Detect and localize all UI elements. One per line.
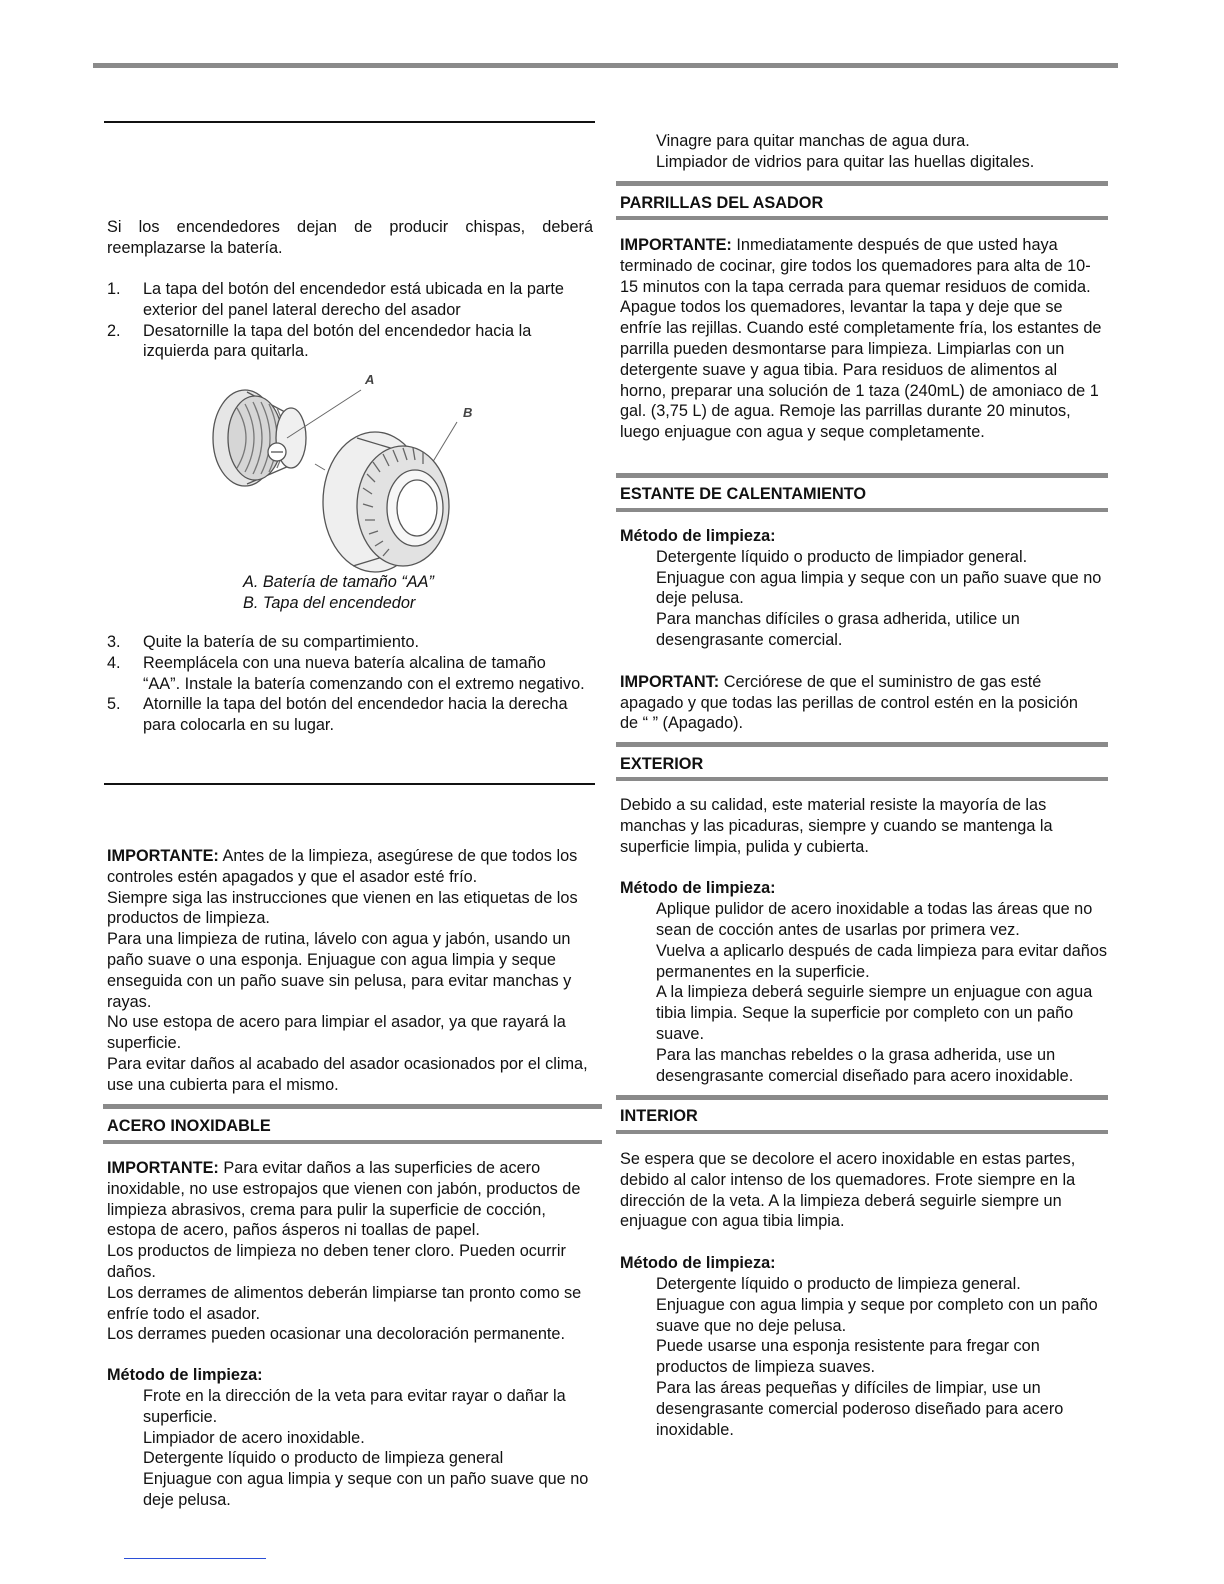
method-item: Para manchas difíciles o grasa adherida, utilice un desengrasante comercial. xyxy=(656,610,1020,649)
footer-link-underline xyxy=(124,1558,266,1559)
method-item: Enjuague con agua limpia y seque con un paño suave que no deje pelusa. xyxy=(143,1470,589,1509)
heading-rule-bottom xyxy=(616,1130,1108,1134)
method-item: Para las áreas pequeñas y difíciles de limpiar, use un desengrasante comercial poderoso diseñado para acero inoxidable. xyxy=(656,1378,1064,1439)
cleaning-line: No use estopa de acero para limpiar el asador, ya que rayará la superficie. xyxy=(107,1013,566,1053)
page-top-bar xyxy=(93,63,1118,68)
method-item: Aplique pulidor de acero inoxidable a todas las áreas que no sean de cocción antes de usarlas por primera vez. xyxy=(656,900,1093,939)
figure-caption-a: A. Batería de tamaño “AA” xyxy=(243,573,434,591)
continued-list xyxy=(620,131,1108,173)
method-item: Limpiador de acero inoxidable. xyxy=(143,1428,365,1447)
heading-rule-bottom xyxy=(616,777,1108,781)
method-item: A la limpieza deberá seguirle siempre un enjuague con agua tibia limpia. Seque la superficie por completo con un paño suave. xyxy=(656,983,1093,1043)
section-divider xyxy=(104,783,595,785)
method-item: Enjuague con agua limpia y seque por completo con un paño suave que no deje pelusa. xyxy=(656,1295,1098,1335)
method-item: Vuelva a aplicarlo después de cada limpieza para evitar daños permanentes en la superficie. xyxy=(656,941,1108,981)
method-label: Método de limpieza: xyxy=(620,1254,776,1273)
battery-steps-second xyxy=(107,632,587,736)
continued-item: Limpiador de vidrios para quitar las huellas digitales. xyxy=(656,152,1035,171)
figure-label-b: B xyxy=(463,405,473,420)
stainless-important: IMPORTANTE: Para evitar daños a las superficies de acero inoxidable, no use estropajos que vienen con jabón, productos de limpieza abrasivos, crema para pulir la superficie de cocción, estopa de acero, paños ásperos ni toallas de papel. xyxy=(107,1159,581,1240)
heading-warming: ESTANTE DE CALENTAMIENTO xyxy=(620,485,867,503)
heading-rule-top xyxy=(616,181,1108,186)
method-item: Puede usarse una esponja resistente para fregar con productos de limpieza suaves. xyxy=(656,1337,1040,1377)
heading-exterior: EXTERIOR xyxy=(620,755,704,773)
method-list xyxy=(620,1274,1108,1440)
step-item: 4. Reemplácela con una nueva batería alcalina de tamaño “AA”. Instale la batería comenzando con el extremo negativo. xyxy=(107,653,585,693)
heading-rule-top xyxy=(103,1104,602,1109)
heading-rule-top xyxy=(616,742,1108,747)
grates-important: IMPORTANTE: Inmediatamente después de que usted haya terminado de cocinar, gire todos los quemadores para alta de 10-15 minutos con la tapa cerrada para quemar residuos de comida. Apague todos los quemadores, levantar la tapa y deje que se enfríe las rejillas. Cuando esté completamente fría, los estantes de parrilla pueden desmontarse para limpieza. Limpiarlas con un detergente suave y agua tibia. Para residuos de alimentos al horno, preparar una solución de 1 taza (240mL) de amoniaco de 1 gal. (3,75 L) de agua. Remoje las parrillas durante 20 minutos, luego enjuague con agua y seque completamente. xyxy=(620,236,1102,442)
heading-rule-top xyxy=(616,473,1108,478)
battery-intro: Si los encendedores dejan de producir chispas, deberá reemplazarse la batería. xyxy=(107,218,593,257)
cleaning-line: Para evitar daños al acabado del asador ocasionados por el clima, use una cubierta para el mismo. xyxy=(107,1054,588,1094)
heading-rule-bottom xyxy=(616,508,1108,512)
step-item: 5. Atornille la tapa del botón del encendedor hacia la derecha para colocarla en su lugar. xyxy=(107,695,568,735)
method-label: Método de limpieza: xyxy=(620,879,776,898)
cleaning-general xyxy=(107,846,589,1096)
heading-interior: INTERIOR xyxy=(620,1107,698,1125)
igniter-figure xyxy=(207,368,487,583)
heading-rule-top xyxy=(616,1095,1108,1100)
exterior-intro: Debido a su calidad, este material resiste la mayoría de las manchas y las picaduras, siempre y cuando se mantenga la superficie limpia, pulida y cubierta. xyxy=(620,796,1053,856)
stainless-section xyxy=(107,1158,599,1511)
cleaning-line: Para una limpieza de rutina, lávelo con agua y jabón, usando un paño suave o una esponja. Enjuague con agua limpia y seque enseguida con un paño suave sin pelusa, para evitar manchas y rayas. xyxy=(107,930,572,1011)
method-item: Detergente líquido o producto de limpieza general. xyxy=(656,1274,1021,1293)
cleaning-line: Siempre siga las instrucciones que vienen en las etiquetas de los productos de limpieza. xyxy=(107,888,578,928)
method-item: Detergente líquido o producto de limpieza general xyxy=(143,1449,504,1468)
exterior-section xyxy=(620,795,1108,1086)
method-item: Para las manchas rebeldes o la grasa adherida, use un desengrasante comercial diseñado para acero inoxidable. xyxy=(656,1045,1074,1085)
interior-intro: Se espera que se decolore el acero inoxidable en estas partes, debido al calor intenso de los quemadores. Frote siempre en la dirección de la veta. A la limpieza deberá seguirle siempre un enjuague con agua tibia limpia. xyxy=(620,1150,1076,1231)
stainless-line: Los derrames de alimentos deberán limpiarse tan pronto como se enfríe todo el asador. xyxy=(107,1283,582,1323)
step-item: 3. Quite la batería de su compartimiento. xyxy=(107,633,420,651)
method-list xyxy=(620,547,1110,651)
stainless-line: Los productos de limpieza no deben tener cloro. Pueden ocurrir daños. xyxy=(107,1242,566,1281)
heading-grates: PARRILLAS DEL ASADOR xyxy=(620,194,824,212)
figure-caption-b: B. Tapa del encendedor xyxy=(243,594,416,612)
heading-stainless: ACERO INOXIDABLE xyxy=(107,1117,271,1135)
method-label: Método de limpieza: xyxy=(107,1366,263,1385)
heading-rule-bottom xyxy=(103,1140,602,1144)
step-item: 2. Desatornille la tapa del botón del encendedor hacia la izquierda para quitarla. xyxy=(107,321,532,361)
continued-item: Vinagre para quitar manchas de agua dura. xyxy=(656,132,970,150)
stainless-line: Los derrames pueden ocasionar una decoloración permanente. xyxy=(107,1325,565,1344)
method-list xyxy=(620,899,1108,1086)
method-list xyxy=(107,1386,599,1511)
warming-section xyxy=(620,526,1110,734)
section-divider xyxy=(104,121,595,123)
method-label: Método de limpieza: xyxy=(620,527,776,545)
method-item: Detergente líquido o producto de limpiador general. xyxy=(656,547,1028,566)
cleaning-important: IMPORTANTE: Antes de la limpieza, asegúrese de que todos los controles estén apagados y que el asador esté frío. xyxy=(107,847,578,886)
step-item: 1. La tapa del botón del encendedor está ubicada en la parte exterior del panel lateral derecho del asador xyxy=(107,280,564,319)
method-item: Frote en la dirección de la veta para evitar rayar o dañar la superficie. xyxy=(143,1386,566,1426)
heading-rule-bottom xyxy=(616,216,1108,220)
method-item: Enjuague con agua limpia y seque con un paño suave que no deje pelusa. xyxy=(656,568,1102,608)
battery-steps-first xyxy=(107,279,587,362)
igniter-illustration xyxy=(207,368,487,583)
interior-section xyxy=(620,1149,1108,1440)
figure-label-a: A xyxy=(365,372,375,387)
warming-important: IMPORTANT: Cerciórese de que el suministro de gas esté apagado y que todas las perillas de control estén en la posición de “ ” (Apagado). xyxy=(620,672,1078,733)
